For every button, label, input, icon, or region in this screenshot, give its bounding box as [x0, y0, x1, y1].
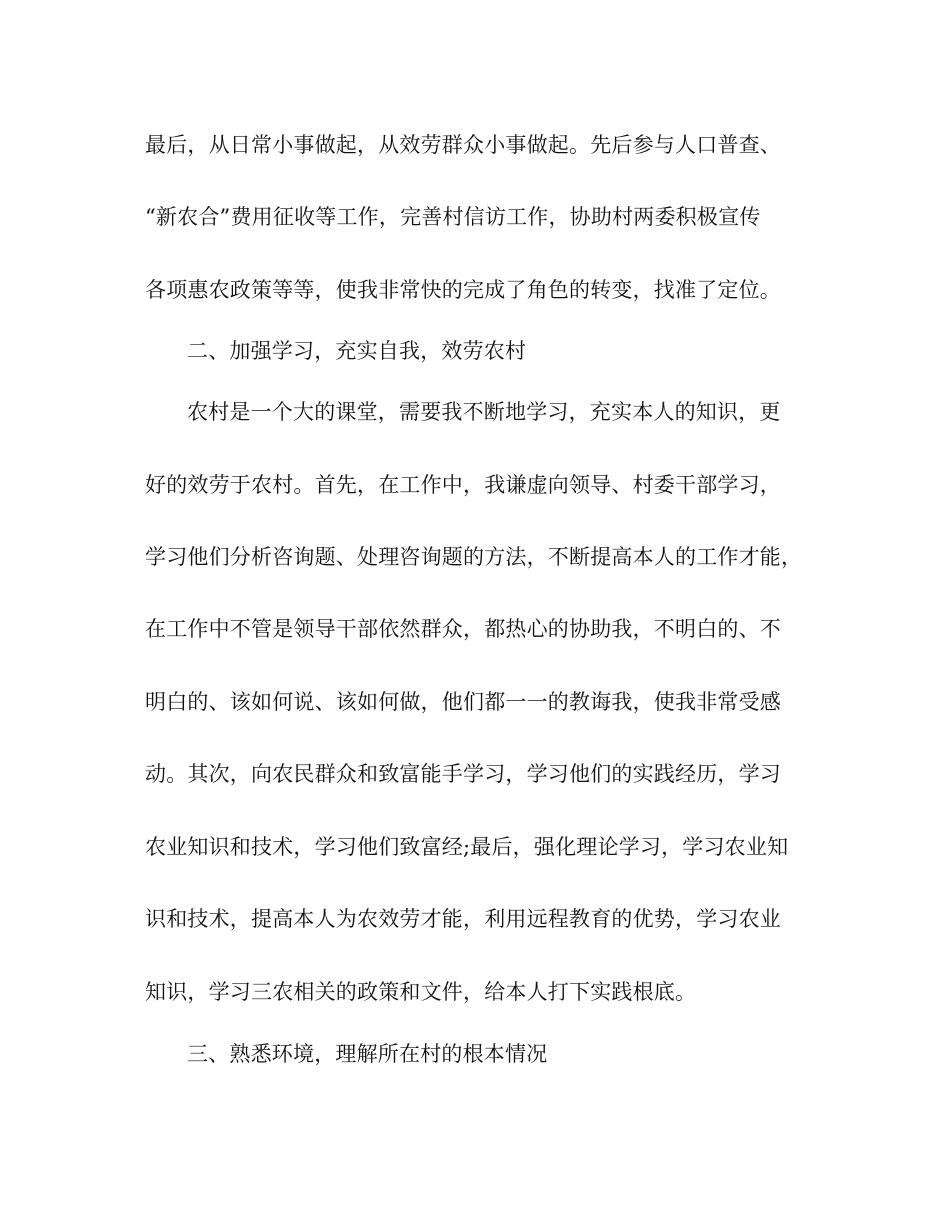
paragraph-line: 在工作中不管是领导干部依然群众，都热心的协助我，不明白的、不 — [145, 617, 781, 641]
paragraph-line: 农村是一个大的课堂，需要我不断地学习，充实本人的知识，更 — [187, 400, 781, 424]
paragraph-line: 识和技术，提高本人为农效劳才能，利用远程教育的优势，学习农业 — [145, 907, 781, 931]
section-heading: 三、熟悉环境，理解所在村的根本情况 — [187, 1042, 548, 1066]
paragraph-line: 各项惠农政策等等，使我非常快的完成了角色的转变，找准了定位。 — [145, 278, 781, 302]
paragraph-line: 最后，从日常小事做起，从效劳群众小事做起。先后参与人口普查、 — [145, 133, 781, 157]
paragraph-line: “新农合”费用征收等工作，完善村信访工作，协助村两委积极宣传 — [145, 205, 761, 229]
paragraph-line: 明白的、该如何说、该如何做，他们都一一的教诲我，使我非常受感 — [145, 690, 781, 714]
section-heading: 二、加强学习，充实自我，效劳农村 — [187, 339, 527, 363]
paragraph-line: 好的效劳于农村。首先，在工作中，我谦虚向领导、村委干部学习， — [145, 473, 781, 497]
paragraph-line: 农业知识和技术，学习他们致富经;最后，强化理论学习，学习农业知 — [145, 835, 789, 859]
paragraph-line: 动。其次，向农民群众和致富能手学习，学习他们的实践经历，学习 — [145, 762, 781, 786]
paragraph-line: 学习他们分析咨询题、处理咨询题的方法，不断提高本人的工作才能， — [145, 545, 803, 569]
paragraph-line: 知识，学习三农相关的政策和文件，给本人打下实践根底。 — [145, 980, 697, 1004]
